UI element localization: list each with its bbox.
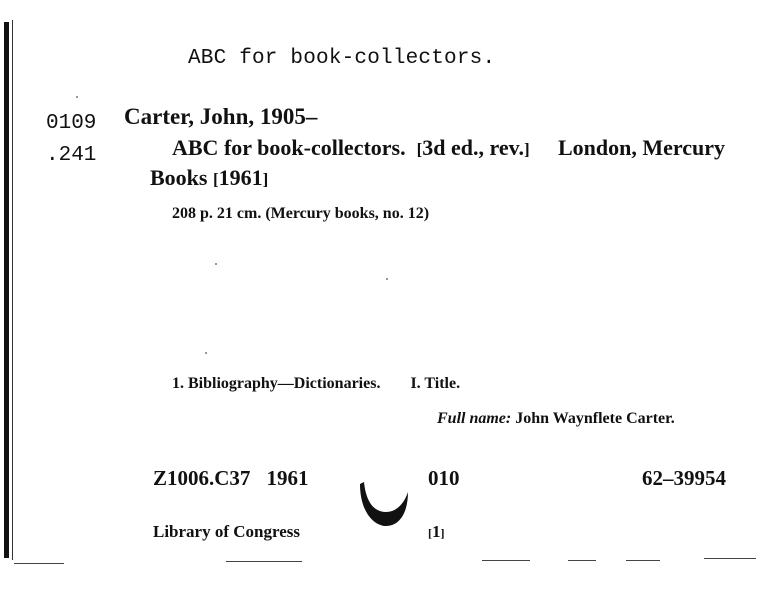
scan-artifact-dash	[226, 561, 302, 562]
author-dates: 1905–	[259, 104, 318, 129]
tracings-line	[172, 375, 460, 393]
card-left-edge	[4, 22, 9, 558]
print-number-close-bracket: ]	[440, 526, 445, 540]
author-name: Carter, John,	[124, 104, 255, 129]
scan-artifact-dash	[626, 560, 660, 561]
title-statement	[172, 135, 530, 161]
lc-call-number	[153, 466, 308, 491]
scan-speck	[215, 263, 217, 265]
print-number-value: 1	[432, 522, 441, 541]
print-number-open-bracket: [	[428, 526, 432, 540]
local-call-number-line1: 0109	[46, 112, 97, 135]
title-tracing: I. Title.	[410, 375, 461, 392]
full-name-value: John Waynflete Carter.	[515, 410, 675, 427]
scan-artifact-dash	[568, 560, 596, 561]
scan-artifact-dash	[14, 563, 64, 564]
date-close-bracket: ]	[262, 170, 269, 189]
card-punch-hole	[356, 478, 412, 530]
typed-title-heading: ABC for book-collectors.	[188, 47, 496, 70]
local-call-number-line2: .241	[46, 144, 97, 167]
print-number	[428, 522, 445, 542]
imprint-place: London, Mercury	[558, 135, 726, 160]
collation-line: 208 p. 21 cm. (Mercury books, no. 12)	[172, 205, 430, 222]
imprint-publisher: Books	[150, 165, 208, 190]
library-name: Library of Congress	[153, 522, 301, 541]
edition-open-bracket: [	[416, 140, 423, 159]
subject-tracing: 1. Bibliography—Dictionaries.	[172, 375, 381, 392]
lc-class-number: Z1006.C37	[153, 466, 251, 490]
date-open-bracket: [	[212, 170, 219, 189]
lccn-number: 62–39954	[642, 466, 726, 490]
scan-artifact-dash	[704, 558, 756, 559]
imprint-date: 1961	[218, 165, 263, 190]
title-text: ABC for book-collectors.	[172, 135, 406, 160]
lc-call-year: 1961	[266, 466, 309, 490]
scan-artifact-dash	[482, 560, 530, 561]
scan-speck	[386, 278, 388, 280]
scan-speck	[205, 352, 207, 354]
edition-close-bracket: ]	[523, 140, 530, 159]
edition-text: 3d ed., rev.	[422, 135, 524, 160]
full-name-note	[437, 410, 675, 428]
dewey-code: 010	[428, 466, 460, 490]
scan-speck	[76, 96, 78, 98]
author-entry	[124, 104, 317, 130]
card-left-edge-line	[12, 20, 13, 560]
imprint-publisher-line	[150, 165, 268, 191]
full-name-label: Full name:	[437, 410, 512, 427]
